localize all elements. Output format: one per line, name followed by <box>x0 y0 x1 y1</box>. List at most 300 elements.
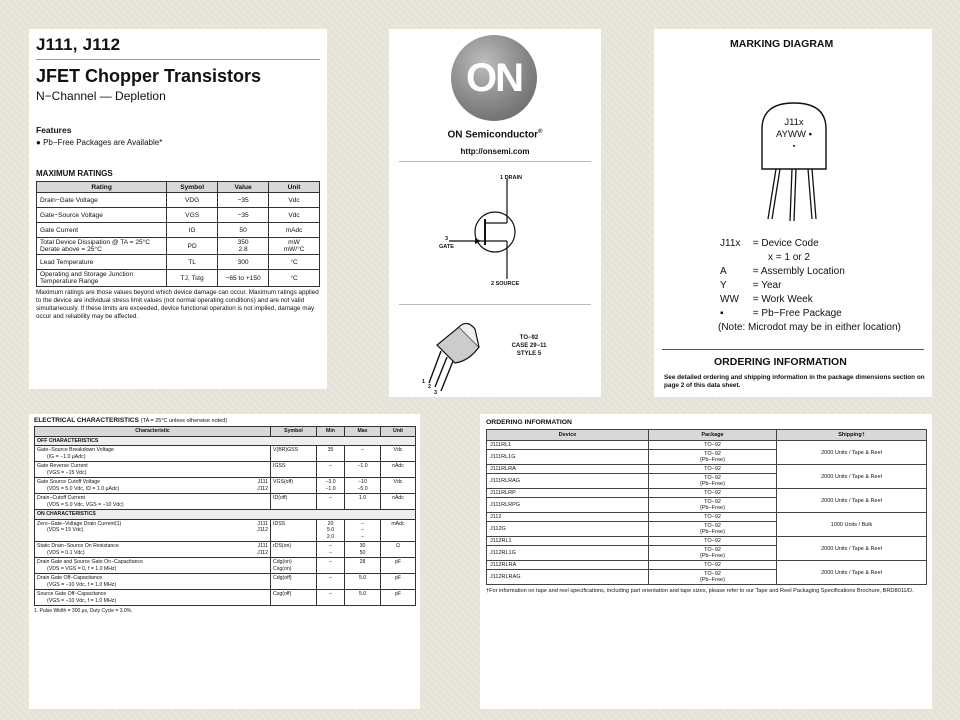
device-variants <box>257 521 268 534</box>
ordering-table-title: ORDERING INFORMATION <box>486 419 572 426</box>
max-value: − <box>360 527 365 533</box>
rating-name: Total Device Dissipation @ TA = 25°C <box>40 239 151 246</box>
characteristic-row <box>35 462 416 478</box>
legend-key: J11x <box>720 238 741 249</box>
package-text: TO−92 <box>704 538 721 544</box>
symbol-text: ID(off) <box>273 495 288 501</box>
package-text: TO−92 <box>704 442 721 448</box>
electrical-characteristics-panel <box>29 414 420 709</box>
rating-cell <box>37 223 167 238</box>
rating-name: Gate−Source Voltage <box>40 211 103 219</box>
device-cell: J111RLRA <box>487 465 649 474</box>
unit-text: Vdc <box>288 211 300 219</box>
characteristic-cell <box>35 494 271 510</box>
unit-cell <box>269 255 320 270</box>
device-variant: J112 <box>257 485 268 492</box>
max-value: − <box>360 520 365 527</box>
package-line: STYLE 5 <box>516 350 542 357</box>
symbol-cell <box>271 590 317 606</box>
device-variant: J112 <box>257 527 268 533</box>
package-cell <box>649 513 777 522</box>
package-cell <box>649 465 777 474</box>
max-rating-row <box>37 193 320 208</box>
section-heading: OFF CHARACTERISTICS <box>35 436 416 446</box>
package-cell <box>649 522 777 537</box>
divider <box>399 161 591 162</box>
lead-label: 2 <box>428 384 432 390</box>
pin2-label: 2 SOURCE <box>491 281 520 287</box>
characteristic-row <box>35 478 416 494</box>
shipping-cell: 1000 Units / Bulk <box>777 513 927 537</box>
max-rating-row <box>37 223 320 238</box>
package-text: TO−92 <box>704 571 721 577</box>
max-value: −10 <box>358 479 367 485</box>
max-value: 30 <box>359 543 366 549</box>
max-value: 5.0 <box>358 575 367 581</box>
max-value: 50 <box>359 549 366 556</box>
device-cell: J112RL1 <box>487 537 649 546</box>
legend-row <box>720 293 901 307</box>
package-text: TO−92 <box>704 514 721 520</box>
col-header: Unit <box>269 182 320 193</box>
max-cell <box>345 558 381 574</box>
ordering-information-panel <box>480 414 932 709</box>
max-ratings-heading: MAXIMUM RATINGS <box>36 169 113 178</box>
package-text: (Pb−Free) <box>700 577 725 583</box>
ordering-row <box>487 513 927 522</box>
product-subtitle: JFET Chopper Transistors <box>36 66 262 86</box>
rating-cell <box>37 193 167 208</box>
symbol-text: rDS(on) <box>273 543 292 549</box>
characteristic-name: Source Gate Off−Capacitance <box>37 591 107 597</box>
company-name-text: ON Semiconductor <box>447 129 539 141</box>
value-text: 350 <box>237 239 249 246</box>
ordering-row <box>487 561 927 570</box>
max-rating-row <box>37 255 320 270</box>
min-cell <box>317 558 345 574</box>
lead-label: 3 <box>434 390 438 396</box>
symbol-text: Cdg(on) <box>273 559 292 565</box>
symbol-cell <box>271 542 317 558</box>
max-cell <box>345 519 381 542</box>
shipping-cell: 2000 Units / Tape & Reel <box>777 441 927 465</box>
min-value: 5.0 <box>326 527 335 533</box>
symbol-cell: TL <box>167 255 218 270</box>
characteristic-cell <box>35 446 271 462</box>
device-cell: J112G <box>487 522 649 537</box>
legend-note: (Note: Microdot may be in either location) <box>718 322 901 333</box>
marking-diagram-panel <box>654 29 932 397</box>
shipping-cell: 2000 Units / Tape & Reel <box>777 537 927 561</box>
col-header: Shipping† <box>777 430 927 441</box>
marking-legend <box>720 237 901 335</box>
package-text: (Pb−Free) <box>700 529 725 535</box>
package-cell <box>649 498 777 513</box>
product-type: N−Channel — Depletion <box>36 89 166 103</box>
max-value: 28 <box>359 559 366 565</box>
symbol-cell: VDG <box>167 193 218 208</box>
symbol-cell: VGS <box>167 208 218 223</box>
min-value: − <box>328 559 333 565</box>
characteristic-row <box>35 590 416 606</box>
value-text: 2.8 <box>238 246 248 253</box>
characteristic-name: Zero−Gate−Voltage Drain Current(1) <box>37 520 122 527</box>
legend-key: Y <box>720 280 727 291</box>
characteristic-name: Drain Gate Off−Capacitance <box>37 575 103 581</box>
package-text: TO−92 <box>704 547 721 553</box>
value-cell <box>218 193 269 208</box>
max-value: 5.0 <box>358 591 367 597</box>
symbol-cell <box>271 478 317 494</box>
max-value: 1.0 <box>358 495 367 501</box>
company-name <box>389 129 601 140</box>
max-value: −1.0 <box>357 463 368 469</box>
characteristic-cell <box>35 590 271 606</box>
ordering-row <box>487 441 927 450</box>
device-variants <box>257 479 268 492</box>
device-variant: J112 <box>257 549 268 556</box>
ec-title-condition: (TA = 25°C unless otherwise noted) <box>140 418 228 424</box>
datasheet-title-panel <box>29 29 327 389</box>
symbol-text: IDSS <box>273 520 286 527</box>
ec-footnote: 1. Pulse Width = 300 μs, Duty Cycle = 3.0%. <box>34 608 133 614</box>
characteristic-cell <box>35 542 271 558</box>
legend-row <box>720 279 901 293</box>
col-header: Symbol <box>271 427 317 437</box>
device-cell: J112 <box>487 513 649 522</box>
unit-cell: nAdc <box>381 462 416 478</box>
value-text: −35 <box>237 211 249 219</box>
ordering-row <box>487 537 927 546</box>
symbol-cell <box>271 462 317 478</box>
package-cell <box>649 489 777 498</box>
device-variant: J111 <box>257 479 268 485</box>
col-header: Max <box>345 427 381 437</box>
legend-value: = Work Week <box>752 294 813 305</box>
characteristic-condition: (VDS = VGS = 0, f = 1.0 MHz) <box>47 565 117 572</box>
unit-text: Vdc <box>288 196 300 204</box>
characteristic-row <box>35 494 416 510</box>
device-cell: J111RLRP <box>487 489 649 498</box>
rating-cell <box>37 208 167 223</box>
pin1-label: 1 DRAIN <box>500 175 523 181</box>
ec-title-text: ELECTRICAL CHARACTERISTICS <box>34 417 139 424</box>
package-info <box>489 335 569 358</box>
col-header: Value <box>218 182 269 193</box>
min-value: 2.0 <box>326 533 335 540</box>
legend-value: = Year <box>752 280 782 291</box>
legend-row <box>720 237 901 251</box>
characteristic-condition: (VDS = 0.1 Vdc) <box>47 549 85 556</box>
chip-line: ▪ <box>792 143 796 150</box>
package-line: CASE 29−11 <box>511 342 547 349</box>
min-value: − <box>328 495 333 501</box>
col-header: Characteristic <box>35 427 271 437</box>
min-cell <box>317 590 345 606</box>
value-cell <box>218 223 269 238</box>
package-text: (Pb−Free) <box>700 553 725 559</box>
min-cell <box>317 542 345 558</box>
package-text: TO−92 <box>704 466 721 472</box>
symbol-cell <box>271 494 317 510</box>
min-value: − <box>328 575 333 581</box>
legend-key: WW <box>720 294 739 305</box>
package-text: (Pb−Free) <box>700 481 725 487</box>
characteristic-cell <box>35 574 271 590</box>
logo-package-panel <box>389 29 601 397</box>
shipping-cell: 2000 Units / Tape & Reel <box>777 465 927 489</box>
col-header: Rating <box>37 182 167 193</box>
max-cell <box>345 446 381 462</box>
min-cell <box>317 446 345 462</box>
symbol-cell <box>271 574 317 590</box>
pin3-number: 3 <box>445 236 449 242</box>
col-header: Min <box>317 427 345 437</box>
value-cell <box>218 255 269 270</box>
unit-cell: Vdc <box>381 478 416 494</box>
max-rating-row <box>37 270 320 287</box>
package-cell <box>649 570 777 585</box>
package-text: TO−92 <box>704 499 721 505</box>
electrical-characteristics-table <box>34 426 416 606</box>
device-cell: J111RLRPG <box>487 498 649 513</box>
symbol-text: Csg(on) <box>273 565 292 572</box>
min-cell <box>317 478 345 494</box>
max-cell <box>345 542 381 558</box>
package-text: (Pb−Free) <box>700 457 725 463</box>
package-text: TO−92 <box>704 562 721 568</box>
symbol-text: Cdg(off) <box>273 575 292 581</box>
characteristic-row <box>35 446 416 462</box>
value-cell <box>218 208 269 223</box>
company-url[interactable]: http://onsemi.com <box>460 147 530 156</box>
characteristic-name: Gate Reverse Current <box>37 463 88 469</box>
col-header: Device <box>487 430 649 441</box>
symbol-cell <box>271 446 317 462</box>
unit-text: °C <box>290 274 298 282</box>
chip-line: J11x <box>784 117 804 128</box>
legend-row <box>720 265 901 279</box>
package-cell <box>649 561 777 570</box>
rating-cell <box>37 238 167 255</box>
unit-text: °C <box>290 258 298 266</box>
min-value: 35 <box>327 447 334 453</box>
unit-text: mAdc <box>285 226 303 234</box>
device-cell: J111RL1 <box>487 441 649 450</box>
device-variant: J111 <box>257 543 268 549</box>
min-value: − <box>328 463 333 469</box>
title-divider <box>36 59 320 60</box>
symbol-cell: TJ, Tstg <box>167 270 218 287</box>
characteristic-condition: (VGS = −10 Vdc, f = 1.0 MHz) <box>47 597 117 604</box>
chip-marking <box>760 117 828 153</box>
max-cell <box>345 478 381 494</box>
unit-cell: pF <box>381 574 416 590</box>
value-text: −65 to +150 <box>225 274 261 282</box>
max-cell <box>345 590 381 606</box>
package-cell <box>649 474 777 489</box>
characteristic-name: Gate Source Cutoff Voltage <box>37 479 101 485</box>
characteristic-condition: (IG = −1.0 μAdc) <box>47 453 86 460</box>
package-cell <box>649 450 777 465</box>
rating-cell <box>37 255 167 270</box>
section-header-row <box>35 510 416 520</box>
value-text: 50 <box>239 226 247 234</box>
section-heading: ON CHARACTERISTICS <box>35 510 416 520</box>
characteristic-cell <box>35 558 271 574</box>
package-cell <box>649 546 777 561</box>
characteristic-condition: (VDS = 5.0 Vdc, VGS = −10 Vdc) <box>47 501 124 508</box>
rating-name: Temperature Range <box>40 278 99 285</box>
ordering-row <box>487 489 927 498</box>
device-variant: J111 <box>257 520 268 527</box>
symbol-cell <box>271 519 317 542</box>
features-heading: Features <box>36 125 72 135</box>
characteristic-condition: (VDS = 15 Vdc) <box>47 527 84 533</box>
min-value: − <box>328 549 333 556</box>
unit-cell <box>269 223 320 238</box>
symbol-text: V(BR)GSS <box>273 447 299 453</box>
package-text: TO−92 <box>704 490 721 496</box>
legend-key: ▪ <box>720 308 724 319</box>
max-cell <box>345 462 381 478</box>
characteristic-name: Drain Gate and Source Gate On−Capacitance <box>37 559 143 565</box>
symbol-text: IGSS <box>273 463 286 469</box>
legend-row <box>720 251 901 265</box>
characteristic-cell <box>35 462 271 478</box>
package-cell <box>649 537 777 546</box>
divider <box>399 304 591 305</box>
rating-name: Derate above = 25°C <box>40 246 102 253</box>
package-text: TO−92 <box>704 475 721 481</box>
symbol-cell: IG <box>167 223 218 238</box>
symbol-text: VGS(off) <box>273 479 294 485</box>
ordering-row <box>487 465 927 474</box>
rating-cell <box>37 270 167 287</box>
symbol-text: Csg(off) <box>273 591 292 597</box>
min-cell <box>317 462 345 478</box>
trademark-mark: ® <box>538 129 543 135</box>
min-cell <box>317 519 345 542</box>
characteristic-row <box>35 519 416 542</box>
characteristic-row <box>35 542 416 558</box>
max-rating-row <box>37 238 320 255</box>
unit-cell: mAdc <box>381 519 416 542</box>
on-semi-logo: ON <box>451 35 537 121</box>
legend-value: = Pb−Free Package <box>752 308 842 319</box>
feature-item: ● Pb−Free Packages are Available* <box>36 138 163 147</box>
min-value: −3.0 <box>325 479 336 485</box>
package-cell <box>649 441 777 450</box>
max-ratings-note: Maximum ratings are those values beyond which device damage can occur. Maximum ratings applied to the device are individual stress limit values (not normal operating conditions) and are not valid simultaneously. If these limits are exceeded, device functional operation is not implied, damage may occur and reliability may be affected. <box>36 289 319 320</box>
ordering-footnote: †For information on tape and reel specifications, including part orientation and tape sizes, please refer to our Tape and Reel Packaging Specifications Brochure, BRD8011/D. <box>486 588 914 594</box>
legend-value: = Assembly Location <box>752 266 845 277</box>
max-value: − <box>360 533 365 540</box>
symbol-cell <box>271 558 317 574</box>
rating-name: Gate Current <box>40 226 79 234</box>
unit-cell: pF <box>381 558 416 574</box>
shipping-cell: 2000 Units / Tape & Reel <box>777 489 927 513</box>
unit-cell: Ω <box>381 542 416 558</box>
rating-name: Operating and Storage Junction <box>40 271 134 278</box>
characteristic-cell <box>35 478 271 494</box>
divider <box>662 349 924 350</box>
legend-value: = Device Code <box>752 238 819 249</box>
chip-line: AYWW ▪ <box>776 129 812 140</box>
package-text: TO−92 <box>704 523 721 529</box>
characteristic-row <box>35 574 416 590</box>
device-cell: J111RLRAG <box>487 474 649 489</box>
characteristic-name: Gate−Source Breakdown Voltage <box>37 447 114 453</box>
value-text: −35 <box>237 196 249 204</box>
characteristic-condition: (VGS = −15 Vdc) <box>47 469 87 476</box>
device-variants <box>257 543 268 556</box>
max-ratings-table <box>36 181 320 287</box>
min-value: −1.0 <box>325 485 336 492</box>
unit-cell: pF <box>381 590 416 606</box>
unit-text: mW/°C <box>283 246 305 253</box>
unit-text: mW <box>288 239 300 246</box>
device-cell: J112RLRAG <box>487 570 649 585</box>
value-cell <box>218 238 269 255</box>
max-value: − <box>360 447 365 453</box>
ec-title <box>34 417 415 424</box>
max-cell <box>345 494 381 510</box>
characteristic-condition: (VGS = −10 Vdc, f = 1.0 MHz) <box>47 581 117 588</box>
marked-transistor-icon <box>754 89 834 229</box>
max-value: −5.0 <box>357 485 368 492</box>
characteristic-cell <box>35 519 271 542</box>
unit-cell <box>269 238 320 255</box>
min-value: − <box>328 591 333 597</box>
characteristic-name: Drain−Cutoff Current <box>37 495 85 501</box>
min-value: − <box>328 543 333 549</box>
value-text: 300 <box>237 258 249 266</box>
unit-cell <box>269 193 320 208</box>
col-header: Symbol <box>167 182 218 193</box>
min-cell <box>317 494 345 510</box>
col-header: Package <box>649 430 777 441</box>
part-number-title: J111, J112 <box>36 35 121 54</box>
characteristic-row <box>35 558 416 574</box>
characteristic-name: Static Drain−Source On Resistance <box>37 543 119 549</box>
value-cell <box>218 270 269 287</box>
section-header-row <box>35 436 416 446</box>
legend-row <box>720 307 901 321</box>
feature-text: Pb−Free Packages are Available* <box>43 138 163 147</box>
package-text: (Pb−Free) <box>700 505 725 511</box>
package-line: TO−92 <box>519 335 539 341</box>
legend-key: A <box>720 266 727 277</box>
col-header: Unit <box>381 427 416 437</box>
ordering-info-text: See detailed ordering and shipping information in the package dimensions section on page 2 of this data sheet. <box>664 374 925 390</box>
min-cell <box>317 574 345 590</box>
symbol-cell: PD <box>167 238 218 255</box>
rating-name: Drain−Gate Voltage <box>40 196 98 204</box>
characteristic-condition: (VDS = 5.0 Vdc, ID = 1.0 μAdc) <box>47 485 120 492</box>
unit-cell: Vdc <box>381 446 416 462</box>
package-text: TO−92 <box>704 451 721 457</box>
unit-cell: nAdc <box>381 494 416 510</box>
legend-value: x = 1 or 2 <box>768 252 810 263</box>
unit-cell <box>269 208 320 223</box>
lead-label: 1 <box>422 379 426 385</box>
pin3-label: GATE <box>439 244 454 250</box>
unit-cell <box>269 270 320 287</box>
max-cell <box>345 574 381 590</box>
ordering-info-title: ORDERING INFORMATION <box>714 356 847 368</box>
ordering-table <box>486 429 927 585</box>
